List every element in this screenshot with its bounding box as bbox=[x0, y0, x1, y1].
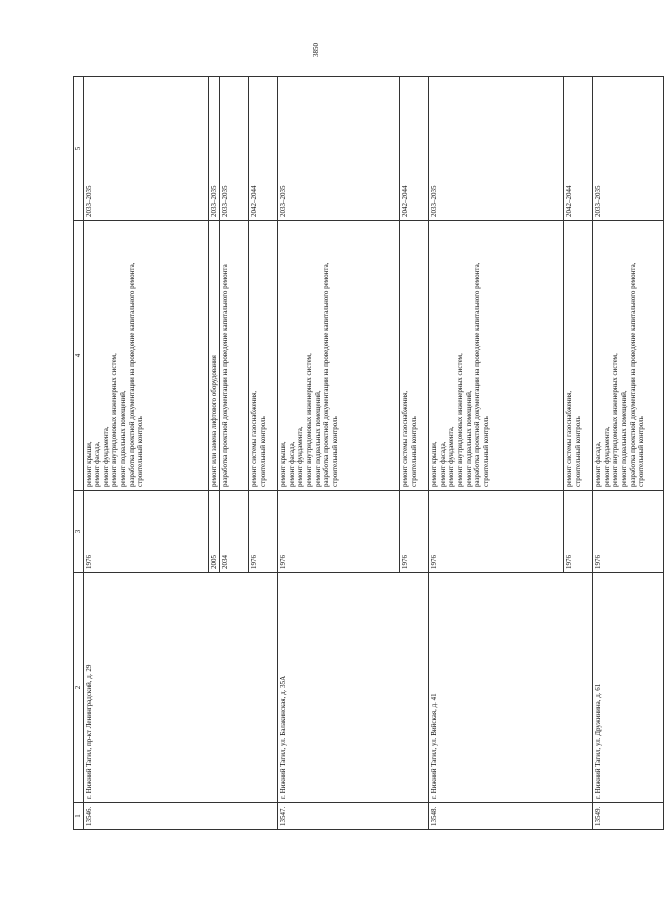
row-works: ремонт крыши, ремонт фасада, ремонт фундамента, ремонт внутридомовых инженерных систем, ремонт подвальных помещений, разработка проектной документации на проведение капитального ремонта, строительный контроль bbox=[278, 221, 400, 491]
row-period: 2033–2035 bbox=[220, 77, 249, 221]
row-period: 2033–2035 bbox=[593, 77, 664, 221]
row-period: 2042–2044 bbox=[249, 77, 278, 221]
table-row bbox=[278, 77, 400, 830]
row-period: 2033–2035 bbox=[208, 77, 220, 221]
row-works: ремонт системы газоснабжения, строительный контроль bbox=[564, 221, 593, 491]
row-period: 2033–2035 bbox=[278, 77, 400, 221]
row-works: разработка проектной документации на проведение капитального ремонта bbox=[220, 221, 249, 491]
table-row bbox=[593, 77, 664, 830]
row-works: ремонт системы газоснабжения, строительный контроль bbox=[400, 221, 429, 491]
row-works: ремонт крыши, ремонт фасада, ремонт фундамента, ремонт внутридомовых инженерных систем, ремонт подвальных помещений, разработка проектной документации на проведение капитального ремонта, строительный контроль bbox=[429, 221, 564, 491]
row-year: 1976 bbox=[83, 491, 208, 573]
row-works: ремонт фасада, ремонт фундамента, ремонт внутридомовых инженерных систем, ремонт подвальных помещений, разработка проектной документации на проведение капитального ремонта, строительный контроль bbox=[593, 221, 664, 491]
row-year: 1976 bbox=[249, 491, 278, 573]
row-year: 2034 bbox=[220, 491, 249, 573]
row-year: 1976 bbox=[278, 491, 400, 573]
row-number: 13549. bbox=[593, 803, 664, 830]
row-works: ремонт системы газоснабжения, строительный контроль bbox=[249, 221, 278, 491]
row-address: г. Нижний Тагил, пр-кт Ленинградский, д. 29 bbox=[83, 573, 278, 803]
row-number: 13548. bbox=[429, 803, 593, 830]
row-address: г. Нижний Тагил, ул. Балакинская, д. 35А bbox=[278, 573, 429, 803]
row-number: 13546. bbox=[83, 803, 278, 830]
page-number: 3850 bbox=[312, 43, 320, 57]
row-year: 1976 bbox=[429, 491, 564, 573]
row-year: 1976 bbox=[564, 491, 593, 573]
row-number: 13547. bbox=[278, 803, 429, 830]
header-row bbox=[74, 77, 84, 830]
row-address: г. Нижний Тагил, ул. Дружинина, д. 61 bbox=[593, 573, 664, 803]
row-period: 2033–2035 bbox=[83, 77, 208, 221]
table-row bbox=[83, 77, 208, 830]
row-period: 2042–2044 bbox=[564, 77, 593, 221]
row-period: 2033–2035 bbox=[429, 77, 564, 221]
row-period: 2042–2044 bbox=[400, 77, 429, 221]
header-col-5: 5 bbox=[74, 77, 84, 221]
row-year: 1976 bbox=[400, 491, 429, 573]
row-address: г. Нижний Тагил, ул. Вийская, д. 41 bbox=[429, 573, 593, 803]
row-works: ремонт крыши, ремонт фасада, ремонт фундамента, ремонт внутридомовых инженерных систем, ремонт подвальных помещений, разработка проектной документации на проведение капитального ремонта, строительный контроль bbox=[83, 221, 208, 491]
header-col-1: 1 bbox=[74, 803, 84, 830]
header-col-2: 2 bbox=[74, 573, 84, 803]
header-col-3: 3 bbox=[74, 491, 84, 573]
row-works: ремонт или замена лифтового оборудования bbox=[208, 221, 220, 491]
row-year: 2005 bbox=[208, 491, 220, 573]
table-row bbox=[429, 77, 564, 830]
header-col-4: 4 bbox=[74, 221, 84, 491]
row-year: 1976 bbox=[593, 491, 664, 573]
repair-schedule-table bbox=[73, 77, 646, 830]
